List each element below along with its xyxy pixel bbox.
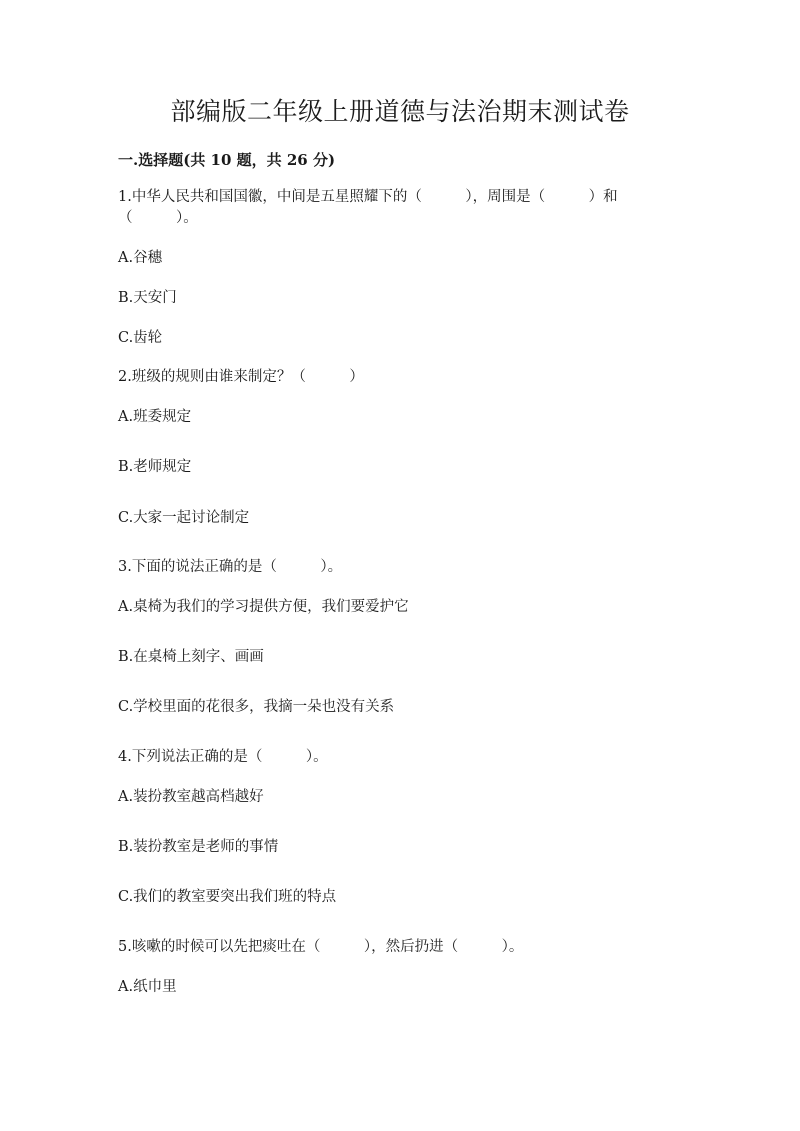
question-1-stem-line-1: 1.中华人民共和国国徽，中间是五星照耀下的（ ），周围是（ ）和 xyxy=(118,189,618,205)
section-heading: 一.选择题(共 10 题，共 26 分) xyxy=(118,151,336,169)
question-3-option-a: A.桌椅为我们的学习提供方便，我们要爱护它 xyxy=(118,599,409,615)
page-title: 部编版二年级上册道德与法治期末测试卷 xyxy=(170,97,630,126)
question-3-stem: 3.下面的说法正确的是（ ）。 xyxy=(118,559,343,575)
question-3-option-c: C.学校里面的花很多，我摘一朵也没有关系 xyxy=(118,699,395,715)
question-5-stem: 5.咳嗽的时候可以先把痰吐在（ ），然后扔进（ ）。 xyxy=(118,939,524,955)
question-4-option-a: A.装扮教室越高档越好 xyxy=(118,789,264,805)
question-1-option-c: C.齿轮 xyxy=(118,330,163,346)
question-1-stem-line-2: （ ）。 xyxy=(118,210,198,226)
question-2-stem: 2.班级的规则由谁来制定？（ ） xyxy=(118,369,364,385)
question-3-option-b: B.在桌椅上刻字、画画 xyxy=(118,649,264,665)
question-4-option-b: B.装扮教室是老师的事情 xyxy=(118,839,279,855)
question-4-option-c: C.我们的教室要突出我们班的特点 xyxy=(118,889,337,905)
question-1-option-a: A.谷穗 xyxy=(118,250,163,266)
question-2-option-a: A.班委规定 xyxy=(118,409,192,425)
question-2-option-c: C.大家一起讨论制定 xyxy=(118,510,250,526)
question-4-stem: 4.下列说法正确的是（ ）。 xyxy=(118,749,328,765)
question-2-option-b: B.老师规定 xyxy=(118,459,192,475)
question-5-option-a: A.纸巾里 xyxy=(118,979,177,995)
question-1-option-b: B.天安门 xyxy=(118,290,177,306)
